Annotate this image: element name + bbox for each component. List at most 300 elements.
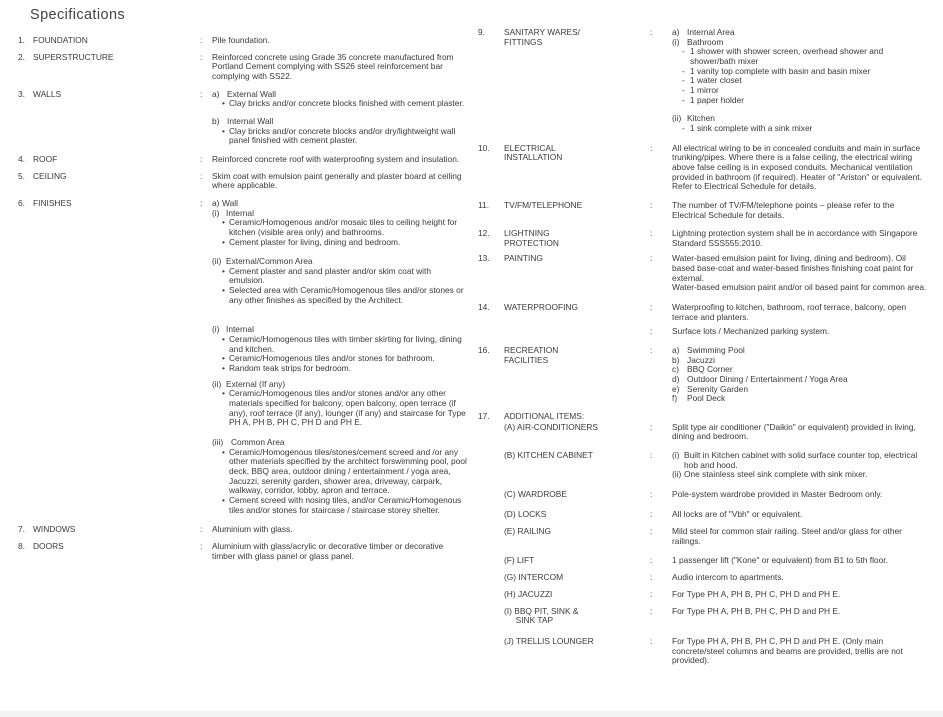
label-line: (D) LOCKS bbox=[504, 508, 547, 519]
item-colon: : bbox=[200, 153, 203, 164]
page-title: Specifications bbox=[30, 7, 126, 23]
spec-item bbox=[478, 144, 930, 192]
spec-item bbox=[18, 199, 468, 515]
item-content bbox=[212, 36, 468, 46]
item-colon: : bbox=[650, 588, 653, 599]
label-line: INSTALLATION bbox=[504, 152, 563, 163]
item-label bbox=[504, 637, 650, 666]
line-text: Lightning protection system shall be in accordance with Singapore Standard SSS555:2010. bbox=[672, 228, 918, 248]
spec-line bbox=[222, 286, 468, 305]
list-marker: a) bbox=[212, 197, 220, 208]
list-marker: • bbox=[222, 265, 225, 276]
line-text: Internal Wall bbox=[227, 115, 274, 126]
label-line: (E) RAILING bbox=[504, 526, 551, 537]
item-content bbox=[672, 510, 930, 520]
line-text: External/Common Area bbox=[226, 256, 313, 267]
item-number bbox=[478, 451, 504, 480]
list-marker: b) bbox=[212, 115, 220, 126]
spec-line bbox=[212, 155, 468, 165]
label-line: (I) BBQ PIT, SINK & bbox=[504, 605, 579, 616]
line-text: 1 vanity top complete with basin and basin mixer bbox=[690, 65, 871, 76]
item-content bbox=[212, 542, 468, 561]
item-number: 12. bbox=[478, 228, 490, 239]
item-label bbox=[33, 53, 200, 82]
label-line: ROOF bbox=[33, 153, 58, 164]
item-number bbox=[478, 637, 504, 666]
label-line: LIGHTNING bbox=[504, 228, 550, 239]
list-marker: (ii) bbox=[212, 378, 222, 389]
list-marker: (i) bbox=[212, 207, 220, 218]
list-marker: (ii) bbox=[672, 469, 682, 480]
list-marker: - bbox=[682, 94, 685, 105]
item-number bbox=[478, 327, 504, 337]
line-text: 1 sink complete with a sink mixer bbox=[690, 122, 813, 133]
item-label bbox=[504, 556, 650, 566]
label-line: FOUNDATION bbox=[33, 35, 88, 45]
item-number: 2. bbox=[18, 51, 25, 62]
spec-item bbox=[478, 556, 930, 566]
item-content bbox=[672, 527, 930, 546]
spec-line bbox=[212, 172, 468, 191]
label-line: FINISHES bbox=[33, 197, 72, 208]
line-text: Ceramic/Homogenous and/or mosaic tiles to ceiling height for kitchen (visible area only) and bathrooms. bbox=[229, 217, 458, 237]
item-label bbox=[504, 510, 650, 520]
spec-line bbox=[672, 607, 930, 617]
spec-line bbox=[222, 496, 468, 515]
line-text: Mild steel for common stair railing. Steel and/or glass for other railings. bbox=[672, 526, 902, 546]
line-text: Split type air conditioner ("Daikin" or equivalent) provided in living, dining and bedroom. bbox=[672, 421, 916, 442]
item-label bbox=[504, 28, 650, 134]
spec-line bbox=[672, 573, 930, 583]
item-number bbox=[478, 573, 504, 583]
item-label bbox=[504, 607, 650, 626]
line-text: Wall bbox=[222, 197, 238, 208]
item-content bbox=[672, 327, 930, 337]
list-marker: • bbox=[222, 353, 225, 364]
item-number: 11. bbox=[478, 199, 490, 210]
list-marker: • bbox=[222, 98, 225, 109]
label-line: FACILITIES bbox=[504, 354, 549, 365]
right-column bbox=[478, 28, 930, 666]
item-number: 7. bbox=[18, 524, 25, 535]
spec-line bbox=[672, 283, 930, 293]
list-marker: f) bbox=[672, 393, 678, 404]
line-text: 1 paper holder bbox=[690, 94, 745, 105]
list-marker: (ii) bbox=[672, 113, 682, 124]
line-text: Swimming Pool bbox=[687, 345, 745, 356]
item-colon: : bbox=[650, 554, 653, 565]
item-label bbox=[504, 573, 650, 583]
spec-line bbox=[212, 53, 468, 82]
item-number: 17. bbox=[478, 411, 490, 421]
item-content bbox=[672, 607, 930, 626]
spec-line bbox=[672, 303, 930, 322]
item-label bbox=[33, 199, 200, 515]
line-text: 1 passenger lift ("Kone" or equivalent) from B1 to 5th floor. bbox=[672, 554, 888, 565]
item-number bbox=[478, 590, 504, 600]
item-content bbox=[672, 451, 930, 480]
item-colon: : bbox=[650, 199, 653, 210]
item-label bbox=[504, 327, 650, 337]
list-marker: - bbox=[682, 84, 685, 95]
item-label bbox=[504, 303, 650, 322]
item-number: 14. bbox=[478, 302, 490, 313]
item-colon: : bbox=[650, 572, 653, 583]
label-line: SANITARY WARES/ bbox=[504, 27, 581, 37]
line-text: 1 shower with shower screen, overhead shower and shower/bath mixer bbox=[690, 46, 884, 66]
label-line: TV/FM/TELEPHONE bbox=[504, 199, 583, 210]
spec-line bbox=[222, 99, 468, 109]
item-label bbox=[504, 229, 650, 248]
spec-item bbox=[18, 172, 468, 191]
label-line: (F) LIFT bbox=[504, 554, 535, 565]
label-line: ADDITIONAL ITEMS: bbox=[504, 411, 585, 421]
spec-line bbox=[222, 448, 468, 496]
label-line: WALLS bbox=[33, 88, 62, 99]
item-colon: : bbox=[200, 51, 203, 62]
line-text: Outdoor Dining / Entertainment / Yoga Area bbox=[687, 374, 848, 385]
item-number bbox=[478, 556, 504, 566]
item-colon: : bbox=[650, 253, 653, 264]
line-text: Built in Kitchen cabinet with solid surface counter top, electrical hob and hood. bbox=[684, 449, 918, 470]
list-marker: (iii) bbox=[212, 437, 224, 447]
item-content bbox=[672, 412, 930, 422]
item-content bbox=[672, 144, 930, 192]
line-text: External Wall bbox=[227, 88, 277, 99]
line-text: Common Area bbox=[231, 437, 285, 447]
line-text: Random teak strips for bedroom. bbox=[229, 363, 351, 374]
item-content bbox=[672, 637, 930, 666]
spec-line bbox=[222, 267, 468, 286]
item-colon: : bbox=[200, 197, 203, 208]
label-line: RECREATION bbox=[504, 345, 559, 356]
item-number bbox=[478, 423, 504, 442]
item-colon: : bbox=[650, 488, 653, 499]
spec-line bbox=[672, 556, 930, 566]
spec-line bbox=[672, 451, 930, 470]
spec-item bbox=[478, 590, 930, 600]
list-marker: a) bbox=[212, 88, 220, 99]
spec-item bbox=[18, 53, 468, 82]
item-label bbox=[33, 525, 200, 535]
line-text: Reinforced concrete roof with waterproofing system and insulation. bbox=[212, 153, 460, 164]
line-text: Clay bricks and/or concrete blocks and/or dry/lightweight wall panel finished with cement plaster. bbox=[229, 125, 456, 146]
item-label bbox=[504, 527, 650, 546]
item-content bbox=[672, 490, 930, 500]
spec-line bbox=[672, 510, 930, 520]
spec-line bbox=[672, 637, 930, 666]
line-text: Aluminium with glass. bbox=[212, 524, 293, 535]
item-colon: : bbox=[650, 526, 653, 537]
line-text: Pool Deck bbox=[687, 393, 726, 404]
spec-item bbox=[478, 412, 930, 422]
spec-line bbox=[672, 423, 930, 442]
spec-item bbox=[478, 573, 930, 583]
page-bottom-edge bbox=[0, 711, 943, 717]
line-text: The number of TV/FM/telephone points – please refer to the Electrical Schedule for details. bbox=[672, 199, 895, 220]
list-marker: e) bbox=[672, 383, 680, 394]
list-marker: c) bbox=[672, 364, 679, 375]
item-colon: : bbox=[650, 345, 653, 356]
list-marker: • bbox=[222, 446, 225, 457]
item-number: 16. bbox=[478, 345, 490, 356]
item-number bbox=[478, 607, 504, 626]
item-colon: : bbox=[650, 421, 653, 432]
list-marker: (i) bbox=[212, 324, 220, 335]
spec-line bbox=[682, 47, 930, 66]
label-line: WATERPROOFING bbox=[504, 302, 578, 313]
item-number: 1. bbox=[18, 35, 25, 45]
spec-line bbox=[222, 389, 468, 428]
line-text: Waterproofing to kitchen, bathroom, roof terrace, balcony, open terrace and planters. bbox=[672, 302, 907, 322]
spec-line bbox=[212, 542, 468, 561]
item-content bbox=[672, 254, 930, 293]
label-line: FITTINGS bbox=[504, 36, 543, 47]
line-text: Pole-system wardrobe provided in Master Bedroom only. bbox=[672, 488, 883, 499]
item-colon: : bbox=[200, 540, 203, 551]
label-line: (C) WARDROBE bbox=[504, 488, 567, 499]
item-colon: : bbox=[200, 170, 203, 181]
spec-item bbox=[478, 527, 930, 546]
line-text: 1 water closet bbox=[690, 75, 742, 86]
spec-line bbox=[222, 238, 468, 248]
item-content bbox=[672, 229, 930, 248]
item-label bbox=[504, 144, 650, 192]
line-text: Cement screed with nosing tiles, and/or Ceramic/Homogenous tiles and/or stones for staircase / staircase storey shelter. bbox=[229, 494, 462, 515]
spec-item bbox=[478, 637, 930, 666]
list-marker: • bbox=[222, 217, 225, 228]
spec-item bbox=[478, 451, 930, 480]
item-content bbox=[672, 556, 930, 566]
list-marker: - bbox=[682, 65, 685, 76]
list-marker: • bbox=[222, 125, 225, 136]
item-number: 3. bbox=[18, 88, 25, 99]
item-content bbox=[672, 201, 930, 220]
item-number bbox=[478, 527, 504, 546]
item-number: 4. bbox=[18, 153, 25, 164]
label-line: (J) TRELLIS LOUNGER bbox=[504, 635, 594, 646]
spec-item bbox=[478, 303, 930, 322]
item-label bbox=[504, 451, 650, 480]
line-text: Serenity Garden bbox=[687, 383, 748, 394]
line-text: Pile foundation. bbox=[212, 35, 270, 45]
line-text: Aluminium with glass/acrylic or decorative timber or decorative timber with glass panel or glass panel. bbox=[212, 540, 444, 561]
spec-line bbox=[672, 470, 930, 480]
spec-item bbox=[478, 423, 930, 442]
item-content bbox=[672, 28, 930, 134]
spec-line bbox=[212, 36, 468, 46]
spec-item bbox=[478, 346, 930, 404]
item-label bbox=[33, 542, 200, 561]
line-text: Audio intercom to apartments. bbox=[672, 572, 784, 583]
label-line: SINK TAP bbox=[504, 615, 554, 626]
label-line: (H) JACUZZI bbox=[504, 588, 553, 599]
spec-item bbox=[478, 201, 930, 220]
item-label bbox=[504, 590, 650, 600]
item-colon: : bbox=[200, 524, 203, 535]
spec-item bbox=[478, 510, 930, 520]
item-number: 5. bbox=[18, 170, 25, 181]
label-line: (B) KITCHEN CABINET bbox=[504, 449, 593, 460]
line-text: BBQ Corner bbox=[687, 364, 733, 375]
label-line: PROTECTION bbox=[504, 237, 559, 248]
item-colon: : bbox=[650, 605, 653, 616]
spec-line bbox=[672, 254, 930, 283]
line-text: Ceramic/Homogenous tiles and/or stones and/or any other materials specified for balcony, open balcony, open terrace (if any), roof terrace (if any), lounger (if any) and staircase for Type PH A, PH B, PH C, PH D and PH E. bbox=[229, 388, 466, 428]
item-label bbox=[504, 490, 650, 500]
item-number bbox=[478, 490, 504, 500]
spec-item bbox=[478, 254, 930, 293]
item-label bbox=[33, 172, 200, 191]
item-colon: : bbox=[200, 35, 203, 45]
line-text: Ceramic/Homogenous tiles/stones/cement screed and /or any other materials specified by the architect forswimming pool, pool deck, BBQ area, outdoor dining / entertainment / yoga area, Jacuzzi, serenity garden, shower area, driveway, carpark, walkway, corridor, lobby, apron and terrace. bbox=[229, 446, 467, 496]
label-line: CEILING bbox=[33, 170, 67, 181]
item-colon: : bbox=[650, 228, 653, 239]
item-colon: : bbox=[650, 635, 653, 646]
list-marker: (ii) bbox=[212, 256, 222, 267]
spec-line bbox=[672, 144, 930, 192]
label-line: ELECTRICAL bbox=[504, 142, 556, 153]
spec-line bbox=[672, 229, 930, 248]
item-content bbox=[212, 525, 468, 535]
spec-item bbox=[18, 525, 468, 535]
item-label bbox=[504, 254, 650, 293]
line-text: Water-based emulsion paint for living, dining and bedroom). Oil based base-coat and water-based finishes finishing coat paint for external. bbox=[672, 253, 914, 283]
label-line: SUPERSTRUCTURE bbox=[33, 51, 114, 62]
label-line: WINDOWS bbox=[33, 524, 76, 535]
line-text: Kitchen bbox=[687, 113, 715, 124]
spec-line bbox=[682, 76, 930, 86]
item-colon: : bbox=[650, 449, 653, 460]
spec-line bbox=[672, 327, 930, 337]
list-marker: a) bbox=[672, 27, 680, 37]
item-colon: : bbox=[650, 326, 653, 337]
item-label bbox=[33, 155, 200, 165]
item-content bbox=[672, 423, 930, 442]
item-colon: : bbox=[650, 508, 653, 519]
item-label bbox=[504, 423, 650, 442]
spec-item bbox=[18, 90, 468, 146]
line-text: Internal bbox=[226, 207, 254, 218]
item-content bbox=[212, 199, 468, 515]
list-marker: • bbox=[222, 334, 225, 345]
spec-item bbox=[478, 490, 930, 500]
line-text: Reinforced concrete using Grade 35 concrete manufactured from Portland Cement complying with SS26 steel reinforcement bar complying with SS22. bbox=[212, 51, 454, 81]
item-colon: : bbox=[200, 88, 203, 99]
left-column bbox=[18, 36, 468, 561]
item-colon: : bbox=[650, 27, 653, 37]
spec-item bbox=[478, 327, 930, 337]
item-number: 13. bbox=[478, 253, 490, 264]
line-text: Clay bricks and/or concrete blocks finished with cement plaster. bbox=[229, 98, 465, 109]
line-text: External (If any) bbox=[226, 378, 286, 389]
list-marker: a) bbox=[672, 345, 680, 356]
line-text: Bathroom bbox=[687, 36, 724, 47]
spec-item bbox=[478, 607, 930, 626]
line-text: Cement plaster for living, dining and bedroom. bbox=[229, 236, 401, 247]
list-marker: b) bbox=[672, 354, 680, 365]
item-content bbox=[212, 53, 468, 82]
item-content bbox=[672, 303, 930, 322]
item-number bbox=[478, 510, 504, 520]
spec-line bbox=[222, 364, 468, 374]
spec-line bbox=[672, 201, 930, 220]
label-line: (G) INTERCOM bbox=[504, 572, 564, 583]
line-text: Selected area with Ceramic/Homogenous tiles and/or stones or any other finishes as specified by the Architect. bbox=[229, 285, 464, 305]
item-label bbox=[504, 412, 650, 422]
list-marker: • bbox=[222, 236, 225, 247]
item-colon bbox=[650, 412, 672, 422]
item-colon: : bbox=[650, 142, 653, 153]
spec-line bbox=[672, 394, 930, 404]
spec-item bbox=[18, 155, 468, 165]
spec-line bbox=[672, 527, 930, 546]
spec-line bbox=[222, 218, 468, 237]
line-text: For Type PH A, PH B, PH C, PH D and PH E. bbox=[672, 588, 841, 599]
line-text: Jacuzzi bbox=[687, 354, 715, 365]
list-marker: • bbox=[222, 494, 225, 505]
line-text: For Type PH A, PH B, PH C, PH D and PH E. bbox=[672, 605, 841, 616]
list-marker: - bbox=[682, 122, 685, 133]
line-text: Internal bbox=[226, 324, 254, 335]
item-content bbox=[672, 346, 930, 404]
line-text: Skim coat with emulsion paint generally and plaster board at ceiling where applicable. bbox=[212, 170, 462, 191]
line-text: Surface lots / Mechanized parking system. bbox=[672, 326, 830, 337]
item-content bbox=[212, 172, 468, 191]
item-number: 10. bbox=[478, 142, 490, 153]
item-content bbox=[212, 155, 468, 165]
item-content bbox=[672, 590, 930, 600]
line-text: 1 mirror bbox=[690, 84, 719, 95]
list-marker: • bbox=[222, 388, 225, 399]
item-number: 9. bbox=[478, 27, 485, 37]
spec-item bbox=[18, 36, 468, 46]
spec-line bbox=[682, 124, 930, 134]
list-marker: • bbox=[222, 285, 225, 296]
item-colon: : bbox=[650, 302, 653, 313]
spec-line bbox=[212, 525, 468, 535]
line-text: Cement plaster and sand plaster and/or skim coat with emulsion. bbox=[229, 265, 432, 286]
item-content bbox=[672, 573, 930, 583]
spec-line bbox=[222, 335, 468, 354]
line-text: Water-based emulsion paint and/or oil based paint for common area. bbox=[672, 282, 927, 293]
item-number: 6. bbox=[18, 197, 25, 208]
item-label bbox=[504, 201, 650, 220]
item-label bbox=[504, 346, 650, 404]
spec-line bbox=[672, 490, 930, 500]
list-marker: d) bbox=[672, 374, 680, 385]
label-line: DOORS bbox=[33, 540, 64, 551]
list-marker: (i) bbox=[672, 36, 680, 47]
spec-line bbox=[222, 127, 468, 146]
line-text: All locks are of "Vbh" or equivalent. bbox=[672, 508, 803, 519]
label-line: (A) AIR-CONDITIONERS bbox=[504, 421, 598, 432]
line-text: All electrical wiring to be in concealed conduits and main in surface trunking/pipes. Where there is a false ceiling, the electrical wiring above false ceiling is in exposed conduits. Mechanical ventilation provided in bathroom (if required). Heater of "Ariston" or equivalent. Refer to Electrical Schedule for details. bbox=[672, 142, 922, 192]
spec-line bbox=[672, 590, 930, 600]
spec-line bbox=[682, 96, 930, 106]
line-text: Ceramic/Homogenous tiles with timber skirting for living, dining and kitchen. bbox=[229, 334, 462, 354]
item-number: 8. bbox=[18, 540, 25, 551]
line-text: Internal Area bbox=[687, 27, 735, 37]
item-content bbox=[212, 90, 468, 146]
spec-item bbox=[478, 28, 930, 134]
line-text: For Type PH A, PH B, PH C, PH D and PH E. (Only main concrete/steel columns and beams are provided, trellis are not provided). bbox=[672, 635, 903, 666]
list-marker: - bbox=[682, 46, 685, 57]
line-text: Ceramic/Homogenous tiles and/or stones for bathroom. bbox=[229, 353, 435, 364]
label-line: PAINTING bbox=[504, 253, 543, 264]
item-label bbox=[33, 36, 200, 46]
list-marker: (i) bbox=[672, 449, 680, 460]
